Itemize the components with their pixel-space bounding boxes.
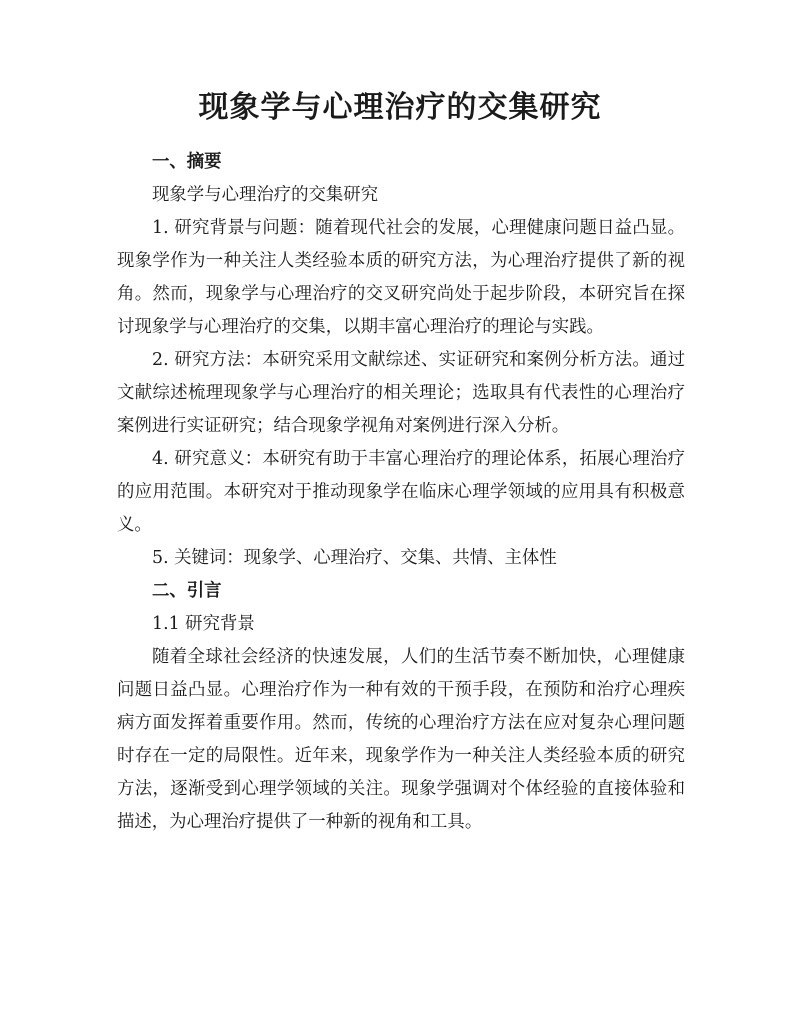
abstract-item-methods: 2. 研究方法：本研究采用文献综述、实证研究和案例分析方法。通过文献综述梳理现象学与心理治疗的相关理论；选取具有代表性的心理治疗案例进行实证研究；结合现象学视角对案例进行深入分析。 <box>117 350 685 436</box>
abstract-subtitle: 现象学与心理治疗的交集研究 <box>152 185 379 205</box>
abstract-item-significance: 4. 研究意义：本研究有助于丰富心理治疗的理论体系，拓展心理治疗的应用范围。本研究对于推动现象学在临床心理学领域的应用具有积极意义。 <box>117 449 685 535</box>
abstract-item-keywords: 5. 关键词：现象学、心理治疗、交集、共情、主体性 <box>152 548 557 568</box>
intro-paragraph: 随着全球社会经济的快速发展，人们的生活节奏不断加快，心理健康问题日益凸显。心理治疗作为一种有效的干预手段，在预防和治疗心理疾病方面发挥着重要作用。然而，传统的心理治疗方法在应对复杂心理问题时存在一定的局限性。近年来，现象学作为一种关注人类经验本质的研究方法，逐渐受到心理学领域的关注。现象学强调对个体经验的直接体验和描述，为心理治疗提供了一种新的视角和工具。 <box>117 647 685 832</box>
intro-heading: 二、引言 <box>152 581 222 601</box>
document-title: 现象学与心理治疗的交集研究 <box>198 90 602 125</box>
abstract-heading: 一、摘要 <box>152 152 222 172</box>
intro-subheading-background: 1.1 研究背景 <box>152 614 255 634</box>
document-body <box>117 146 685 839</box>
abstract-item-background: 1. 研究背景与问题：随着现代社会的发展，心理健康问题日益凸显。现象学作为一种关注人类经验本质的研究方法，为心理治疗提供了新的视角。然而，现象学与心理治疗的交叉研究尚处于起步阶段，本研究旨在探讨现象学与心理治疗的交集，以期丰富心理治疗的理论与实践。 <box>117 218 685 337</box>
